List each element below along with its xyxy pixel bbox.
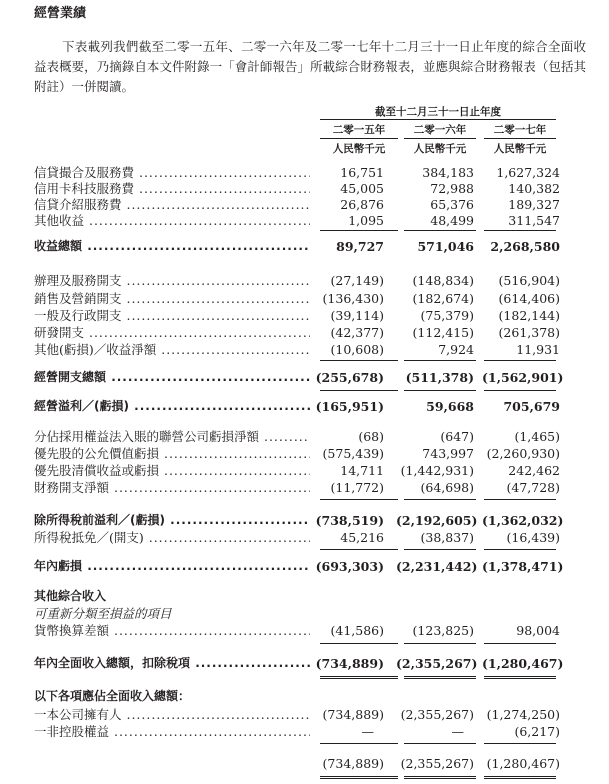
row-value: 45,005 [340, 181, 384, 196]
row-value: (2,231,442) [396, 559, 478, 574]
row-label: 可重新分類至損益的項目 [34, 606, 172, 621]
row-value: (10,608) [330, 342, 384, 357]
row-label: 研發開支 ..... [34, 324, 310, 341]
year-header: 二零一六年 [413, 124, 467, 136]
row-value: (1,280,467) [482, 656, 564, 671]
table-row [34, 445, 594, 462]
table-row [34, 180, 594, 197]
row-value: 98,004 [516, 623, 560, 638]
row-value: 1,627,324 [496, 165, 560, 180]
row-label: 其他收益 ..... [34, 212, 310, 229]
row-value: 48,499 [430, 213, 474, 228]
row-value: (1,280,467) [486, 756, 560, 771]
subtotal-rule [404, 360, 476, 361]
row-value: 743,997 [422, 446, 474, 461]
row-label: 信貸撮合及服務費 ..... [34, 164, 310, 181]
row-label: 經營溢利／(虧損) ..... [34, 398, 310, 415]
table-row [34, 479, 594, 496]
row-value: (11,772) [330, 480, 384, 495]
row-label: 優先股的公允價值虧損 ..... [34, 445, 310, 462]
intro-paragraph: 下表載列我們截至二零一五年、二零一六年及二零一七年十二月三十一日止年度的綜合全面收益表概要，乃摘錄自本文件附錄一「會計師報告」所載綜合財務報表，並應與綜合財務報表（包括其附註）一併閱讀。 [34, 39, 586, 94]
row-value: (47,728) [506, 480, 560, 495]
subtotal-rule [404, 643, 476, 644]
row-value: 242,462 [508, 463, 560, 478]
row-label: 一般及行政開支 ..... [34, 307, 310, 324]
table-row [34, 290, 594, 307]
row-value: (2,192,605) [396, 513, 478, 528]
subtotal-rule [320, 499, 398, 500]
row-value: 59,668 [426, 399, 474, 414]
row-value: (738,519) [315, 513, 384, 528]
row-label [34, 755, 310, 772]
row-value: 571,046 [417, 239, 474, 254]
section-title: 經營業績 [34, 6, 87, 21]
row-value: (1,362,032) [482, 513, 564, 528]
row-label: 以下各項應佔全面收入總額： [34, 689, 191, 703]
row-value: 1,095 [348, 213, 384, 228]
row-value: 140,382 [508, 181, 560, 196]
row-value: (1,378,471) [482, 559, 564, 574]
year-header: 二零一七年 [493, 124, 547, 136]
section-subheading-row [34, 605, 594, 622]
row-label: 經營開支總額 ..... [34, 369, 310, 386]
row-value: (38,837) [420, 530, 474, 545]
row-value: (261,378) [498, 325, 560, 340]
row-value: 26,876 [340, 197, 384, 212]
table-row [34, 428, 594, 445]
row-value: (39,114) [330, 308, 384, 323]
subtotal-rule [484, 743, 556, 744]
row-value: (575,439) [322, 446, 384, 461]
total-double-rule [404, 776, 476, 779]
table-row-total [34, 655, 594, 672]
subtotal-rule [320, 230, 398, 231]
row-value: 89,727 [336, 239, 384, 254]
row-value: (734,889) [322, 707, 384, 722]
subtotal-rule [404, 549, 476, 550]
row-label: 銷售及營銷開支 ..... [34, 290, 310, 307]
table-row [34, 196, 594, 213]
row-value: (734,889) [322, 756, 384, 771]
row-value: (511,378) [405, 370, 474, 385]
subtotal-rule [484, 499, 556, 500]
row-value: (182,674) [412, 291, 474, 306]
subtotal-rule [484, 230, 556, 231]
subtotal-rule [404, 743, 476, 744]
row-label: 一非控股權益 ..... [34, 723, 310, 740]
row-label: 所得稅抵免／(開支) ..... [34, 529, 310, 546]
currency-header: 人民幣千元 [413, 143, 467, 155]
row-label: 分佔採用權益法入賬的聯營公司虧損淨額 ..... [34, 428, 310, 445]
subtotal-rule [484, 643, 556, 644]
table-row [34, 272, 594, 289]
table-row-total [34, 398, 594, 415]
table-row [34, 164, 594, 181]
table-row [34, 706, 594, 723]
row-value: (647) [440, 429, 474, 444]
subtotal-rule [484, 390, 556, 391]
table-row-total [34, 369, 594, 386]
subtotal-rule [320, 360, 398, 361]
row-value: 72,988 [430, 181, 474, 196]
row-label: 信用卡科技服務費 ..... [34, 180, 310, 197]
row-value: (614,406) [498, 291, 560, 306]
row-value: (693,303) [315, 559, 384, 574]
row-label: 一本公司擁有人 ..... [34, 706, 310, 723]
row-value: 7,924 [438, 342, 474, 357]
subtotal-rule [320, 549, 398, 550]
row-value: — [361, 724, 374, 739]
table-row [34, 307, 594, 324]
row-label: 財務開支淨額 ..... [34, 479, 310, 496]
row-value: 45,216 [340, 530, 384, 545]
row-value: 189,327 [508, 197, 560, 212]
row-value: (68) [358, 429, 384, 444]
row-value: (2,355,267) [400, 756, 474, 771]
subtotal-rule [404, 230, 476, 231]
row-value: (1,442,931) [400, 463, 474, 478]
row-value: 16,751 [340, 165, 384, 180]
table-row-total [34, 755, 594, 772]
section-heading-row [34, 588, 594, 605]
row-value: (516,904) [498, 273, 560, 288]
table-row [34, 212, 594, 229]
row-value: (1,562,901) [482, 370, 564, 385]
row-label: 其他(虧損)／收益淨額 ..... [34, 341, 310, 358]
subtotal-rule [404, 390, 476, 391]
total-double-rule [484, 676, 556, 679]
row-value: (75,379) [420, 308, 474, 323]
period-header: 截至十二月三十一日止年度 [375, 106, 501, 118]
subtotal-rule [320, 643, 398, 644]
row-label: 除所得稅前溢利／(虧損) ..... [34, 512, 310, 529]
period-underline [320, 119, 556, 120]
row-label: 收益總額 ..... [34, 238, 310, 255]
subtotal-rule [484, 549, 556, 550]
table-row [34, 462, 594, 479]
row-value: (123,825) [412, 623, 474, 638]
row-label: 年內全面收入總額，扣除稅項 ..... [34, 655, 310, 672]
table-row [34, 324, 594, 341]
year-underline [404, 138, 476, 139]
table-row-total [34, 558, 594, 575]
section-heading-row [34, 688, 594, 705]
table-row [34, 723, 594, 740]
table-row [34, 622, 594, 639]
table-row-total [34, 238, 594, 255]
row-label: 年內虧損 ..... [34, 558, 310, 575]
row-value: (41,586) [330, 623, 384, 638]
row-value: (182,144) [498, 308, 560, 323]
row-value: (148,834) [412, 273, 474, 288]
row-label: 優先股清償收益或虧損 ..... [34, 462, 310, 479]
table-row-total [34, 512, 594, 529]
table-row [34, 529, 594, 546]
year-underline [484, 138, 556, 139]
row-value: (64,698) [420, 480, 474, 495]
subtotal-rule [320, 390, 398, 391]
row-value: (255,678) [315, 370, 384, 385]
row-value: 384,183 [422, 165, 474, 180]
subtotal-rule [404, 499, 476, 500]
row-value: (42,377) [330, 325, 384, 340]
total-double-rule [320, 776, 398, 779]
currency-header: 人民幣千元 [493, 143, 547, 155]
row-value: (734,889) [315, 656, 384, 671]
row-label: 貨幣換算差額 ..... [34, 622, 310, 639]
row-value: (2,260,930) [486, 446, 560, 461]
subtotal-rule [484, 360, 556, 361]
year-underline [320, 138, 398, 139]
row-value: 705,679 [503, 399, 560, 414]
total-double-rule [404, 676, 476, 679]
row-label: 其他綜合收入 [34, 589, 107, 603]
row-value: (136,430) [322, 291, 384, 306]
row-value: (27,149) [330, 273, 384, 288]
row-value: — [451, 724, 464, 739]
row-value: 311,547 [508, 213, 560, 228]
row-value: 65,376 [430, 197, 474, 212]
row-value: (112,415) [412, 325, 474, 340]
year-header: 二零一五年 [332, 124, 386, 136]
row-label: 辦理及服務開支 ..... [34, 272, 310, 289]
total-double-rule [320, 676, 398, 679]
subtotal-rule [320, 743, 398, 744]
table-row [34, 341, 594, 358]
total-double-rule [484, 776, 556, 779]
currency-header: 人民幣千元 [332, 143, 386, 155]
row-value: (2,355,267) [396, 656, 478, 671]
row-value: 11,931 [516, 342, 560, 357]
row-value: (2,355,267) [400, 707, 474, 722]
row-value: 2,268,580 [490, 239, 560, 254]
row-value: (6,217) [514, 724, 560, 739]
row-value: (16,439) [506, 530, 560, 545]
row-value: 14,711 [340, 463, 384, 478]
row-value: (1,465) [514, 429, 560, 444]
row-value: (165,951) [315, 399, 384, 414]
row-label: 信貸介紹服務費 ..... [34, 196, 310, 213]
row-value: (1,274,250) [486, 707, 560, 722]
